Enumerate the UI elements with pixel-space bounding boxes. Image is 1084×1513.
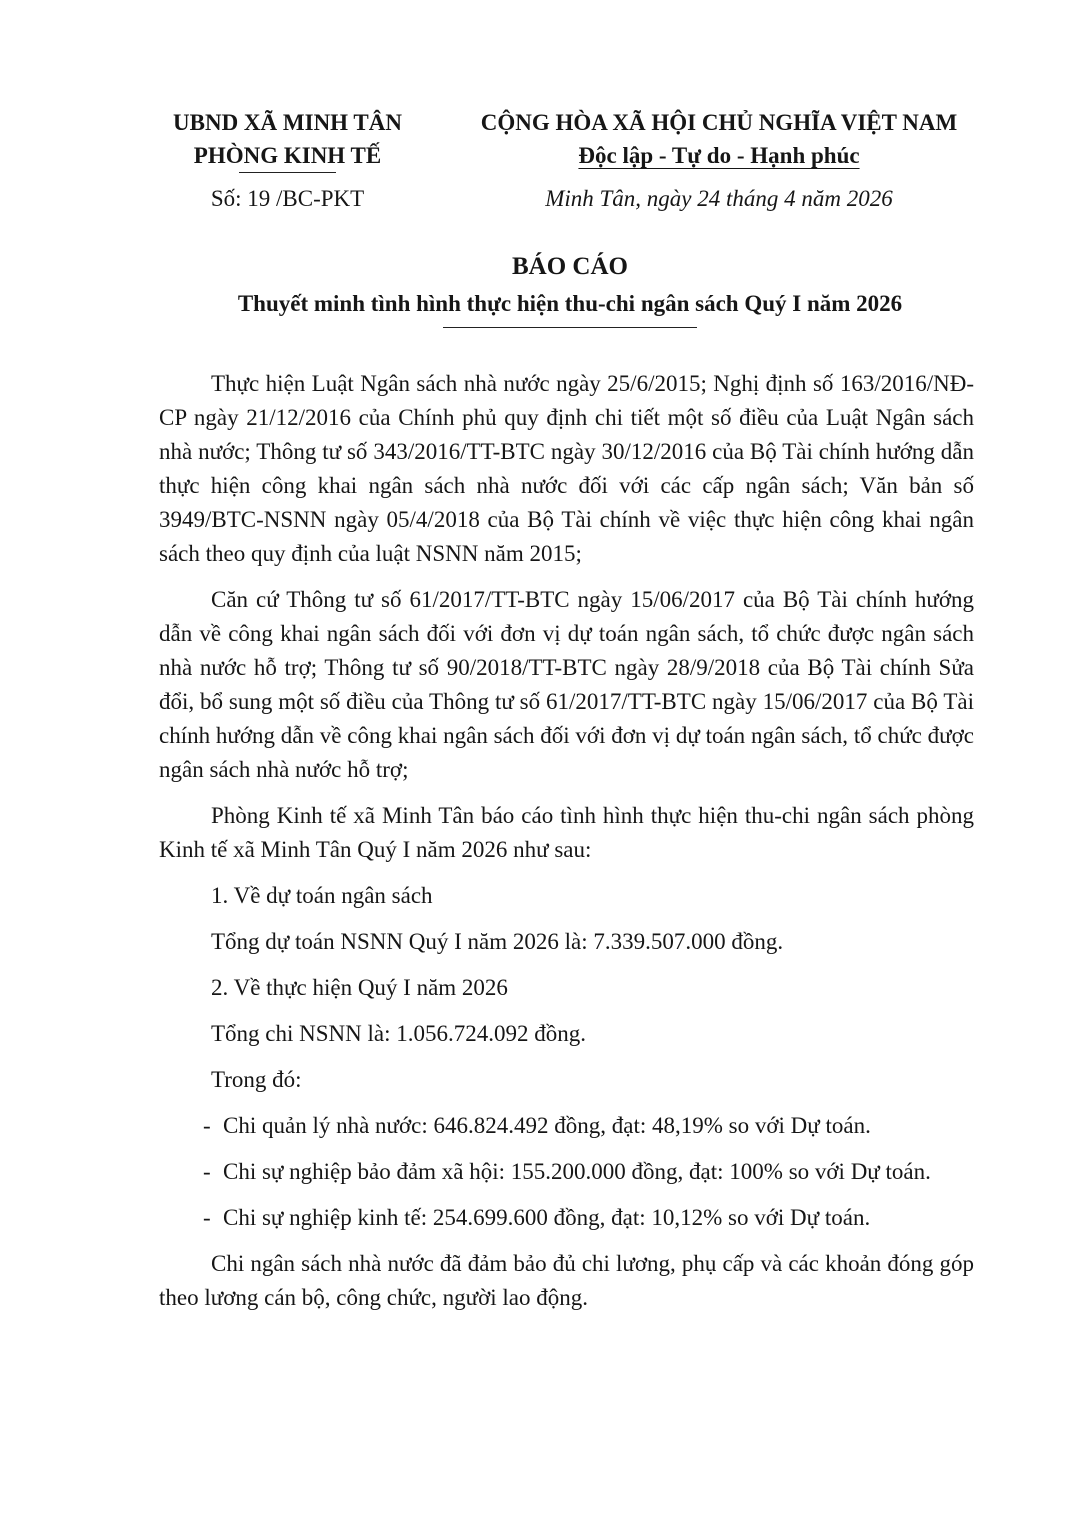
national-motto: Độc lập - Tự do - Hạnh phúc — [578, 143, 860, 168]
document-number: Số: 19 /BC-PKT — [210, 186, 365, 211]
national-heading — [455, 106, 983, 172]
legal-basis-paragraph-2: Căn cứ Thông tư số 61/2017/TT-BTC ngày 15/06/2017 của Bộ Tài chính hướng dẫn về công khai ngân sách đối với đơn vị dự toán ngân sách, tổ chức được ngân sách nhà nước hỗ trợ; Thông tư số 90/2018/TT-BTC ngày 28/9/2018 của Bộ Tài chính Sửa đổi, bổ sung một số điều của Thông tư số 61/2017/TT-BTC ngày 15/06/2017 của Bộ Tài chính hướng dẫn về công khai ngân sách đối với đơn vị dự toán ngân sách, tổ chức được ngân sách nhà nước hỗ trợ; — [159, 587, 974, 782]
list-item — [159, 1109, 974, 1143]
bullet-dash: - — [203, 1113, 211, 1138]
agency-name: UBND XÃ MINH TÂN — [173, 110, 402, 135]
document-subtitle: Thuyết minh tình hình thực hiện thu-chi ngân sách Quý I năm 2026 — [237, 291, 903, 316]
list-item — [159, 1201, 974, 1235]
section-1-heading: 1. Về dự toán ngân sách — [211, 883, 433, 908]
department-name: PHÒNG KINH TẾ — [193, 143, 382, 168]
expense-item-social-security: Chi sự nghiệp bảo đảm xã hội: 155.200.000 đồng, đạt: 100% so với Dự toán. — [223, 1159, 931, 1184]
expense-item-state-management: Chi quản lý nhà nước: 646.824.492 đồng, đạt: 48,19% so với Dự toán. — [223, 1113, 871, 1138]
document-title: BÁO CÁO — [512, 253, 628, 280]
legal-basis-paragraph-1: Thực hiện Luật Ngân sách nhà nước ngày 25/6/2015; Nghị định số 163/2016/NĐ-CP ngày 21/12/2016 của Chính phủ quy định chi tiết một số điều của Luật Ngân sách nhà nước; Thông tư số 343/2016/TT-BTC ngày 30/12/2016 của Bộ Tài chính hướng dẫn thực hiện công khai ngân sách nhà nước đối với các cấp ngân sách; Văn bản số 3949/BTC-NSNN ngày 05/4/2018 của Bộ Tài chính về việc thực hiện công khai ngân sách theo quy định của luật NSNN năm 2015; — [159, 371, 974, 566]
section-2-heading: 2. Về thực hiện Quý I năm 2026 — [211, 975, 508, 1000]
agency-underline — [239, 172, 336, 173]
bullet-dash: - — [203, 1205, 211, 1230]
document-body — [159, 367, 974, 1327]
subtitle-underline — [443, 327, 697, 328]
closing-paragraph: Chi ngân sách nhà nước đã đảm bảo đủ chi lương, phụ cấp và các khoản đóng góp theo lương cán bộ, công chức, người lao động. — [159, 1251, 974, 1310]
report-intro-paragraph: Phòng Kinh tế xã Minh Tân báo cáo tình hình thực hiện thu-chi ngân sách phòng Kinh tế xã Minh Tân Quý I năm 2026 như sau: — [159, 803, 974, 862]
breakdown-label: Trong đó: — [211, 1067, 302, 1092]
section-1-text: Tổng dự toán NSNN Quý I năm 2026 là: 7.339.507.000 đồng. — [211, 929, 784, 954]
expense-item-economic: Chi sự nghiệp kinh tế: 254.699.600 đồng, đạt: 10,12% so với Dự toán. — [223, 1205, 871, 1230]
list-item — [159, 1155, 974, 1189]
bullet-dash: - — [203, 1159, 211, 1184]
document-date: Minh Tân, ngày 24 tháng 4 năm 2026 — [545, 186, 893, 211]
nation-name: CỘNG HÒA XÃ HỘI CHỦ NGHĨA VIỆT NAM — [480, 110, 958, 135]
section-2-text: Tổng chi NSNN là: 1.056.724.092 đồng. — [211, 1021, 587, 1046]
issuing-agency — [150, 106, 425, 173]
